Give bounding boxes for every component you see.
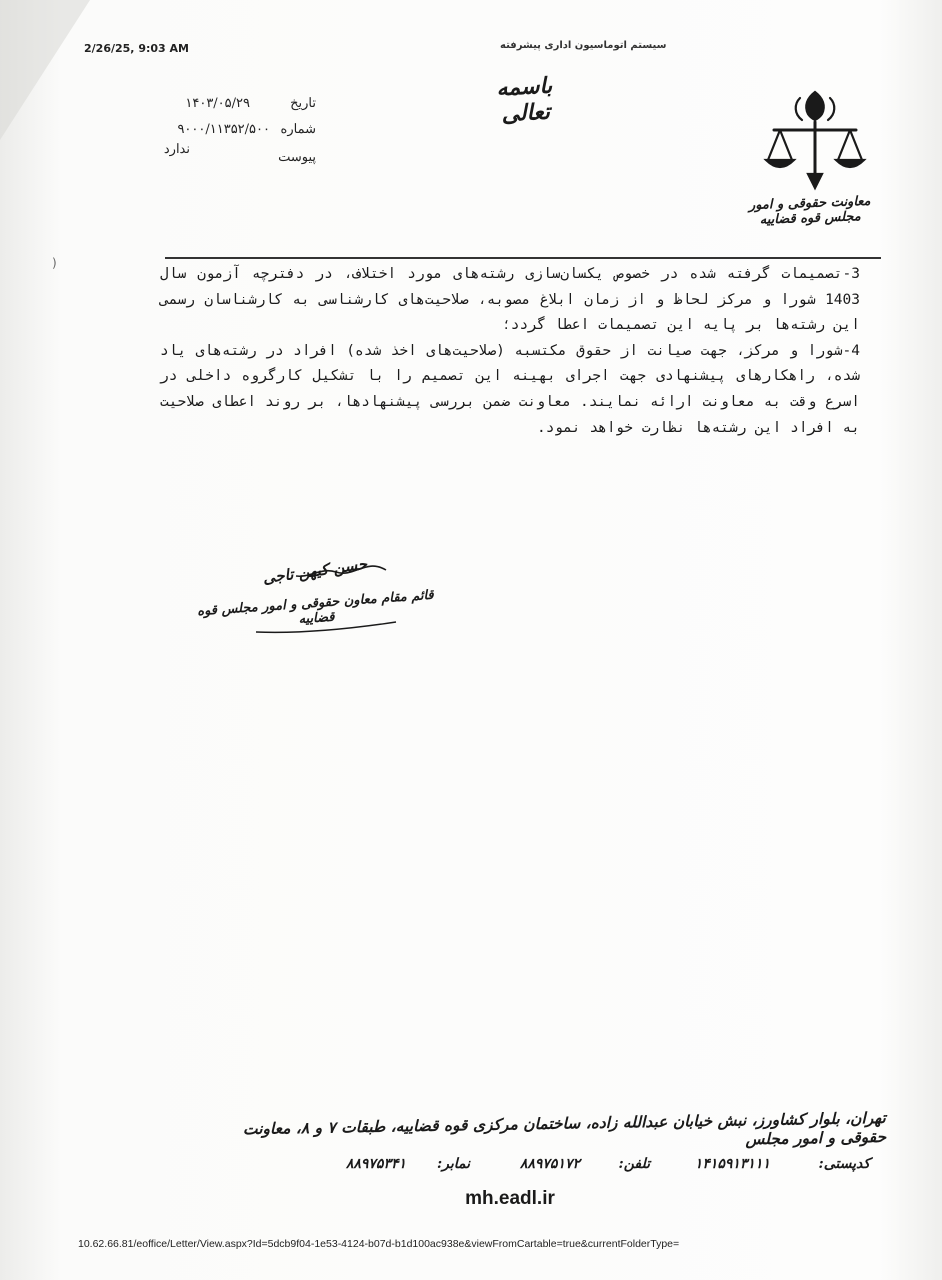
department-name: معاونت حقوقی و امور مجلس قوه قضاییه: [748, 193, 871, 228]
attachment-label: پیوست: [278, 150, 316, 165]
item-text: تصمیمات گرفته شده در خصوص یکسان‌سازی رشته‌های مورد اختلاف، در دفترچه آزمون سال 1403 شورا و مرکز لحاظ و از زمان ابلاغ مصوبه، صلاحیت‌های کارشناسی به کارشناسان رسمی این رشته‌ها بر پایه این تصمیمات اعطا گردد؛: [160, 266, 860, 334]
postal-value: ۱۴۱۵۹۱۳۱۱۱: [694, 1156, 770, 1172]
header-divider: [165, 257, 881, 259]
page-url: 10.62.66.81/eoffice/Letter/View.aspx?Id=5dcb9f04-1e53-4124-b07d-b1d100ac938e&viewFromCartable=true&currentFolderType=: [78, 1238, 680, 1250]
list-item: [160, 339, 860, 441]
fax-label: نمابر:: [436, 1156, 470, 1172]
website-link[interactable]: mh.eadl.ir: [465, 1188, 555, 1209]
letter-body: [160, 262, 860, 441]
date-label: تاریخ: [290, 96, 316, 111]
signatory-title: قائم مقام معاون حقوقی و امور مجلس قوه قضاییه: [196, 587, 435, 628]
margin-mark: ): [52, 256, 57, 270]
date-value: ۱۴۰۳/۰۵/۲۹: [185, 96, 250, 111]
attachment-value: ندارد: [163, 142, 190, 157]
bismillah-heading: باسمه تعالی: [495, 72, 553, 128]
phone-value: ۸۸۹۷۵۱۷۲: [519, 1156, 580, 1172]
item-number: 4-: [842, 342, 860, 359]
postal-label: کدپستی:: [818, 1156, 870, 1172]
item-text: شورا و مرکز، جهت صیانت از حقوق مکتسبه (صلاحیت‌های اخذ شده) افراد در رشته‌های یاد شده، راهکارهای پیشنهادی جهت اجرای بهینه این تصمیم را با تشکیل کارگروه داخلی در اسرع وقت به معاونت ارائه نمایند. معاونت ضمن بررسی پیشنهادها، بر روند اعطای صلاحیت به افراد این رشته‌ها نظارت خواهد نمود.: [160, 342, 860, 436]
item-number: 3-: [842, 266, 860, 282]
number-value: ۹۰۰۰/۱۱۳۵۲/۵۰۰: [177, 122, 270, 137]
list-item: [160, 262, 860, 339]
page-fold-shadow: [0, 0, 90, 140]
fax-value: ۸۸۹۷۵۳۴۱: [345, 1156, 406, 1172]
number-label: شماره: [280, 122, 316, 137]
print-timestamp: 2/26/25, 9:03 AM: [84, 42, 189, 55]
phone-label: تلفن:: [618, 1156, 650, 1172]
system-name: سیستم اتوماسیون اداری پیشرفته: [500, 40, 667, 51]
footer-address: تهران، بلوار کشاورز، نبش خیابان عبدالله زاده، ساختمان مرکزی قوه قضاییه، طبقات ۷ و ۸، معاونت حقوقی و امور مجلس: [242, 1107, 887, 1149]
iran-emblem-scales-icon: [760, 86, 870, 196]
signatory-name: حسن کیهن تاجی: [261, 554, 369, 588]
